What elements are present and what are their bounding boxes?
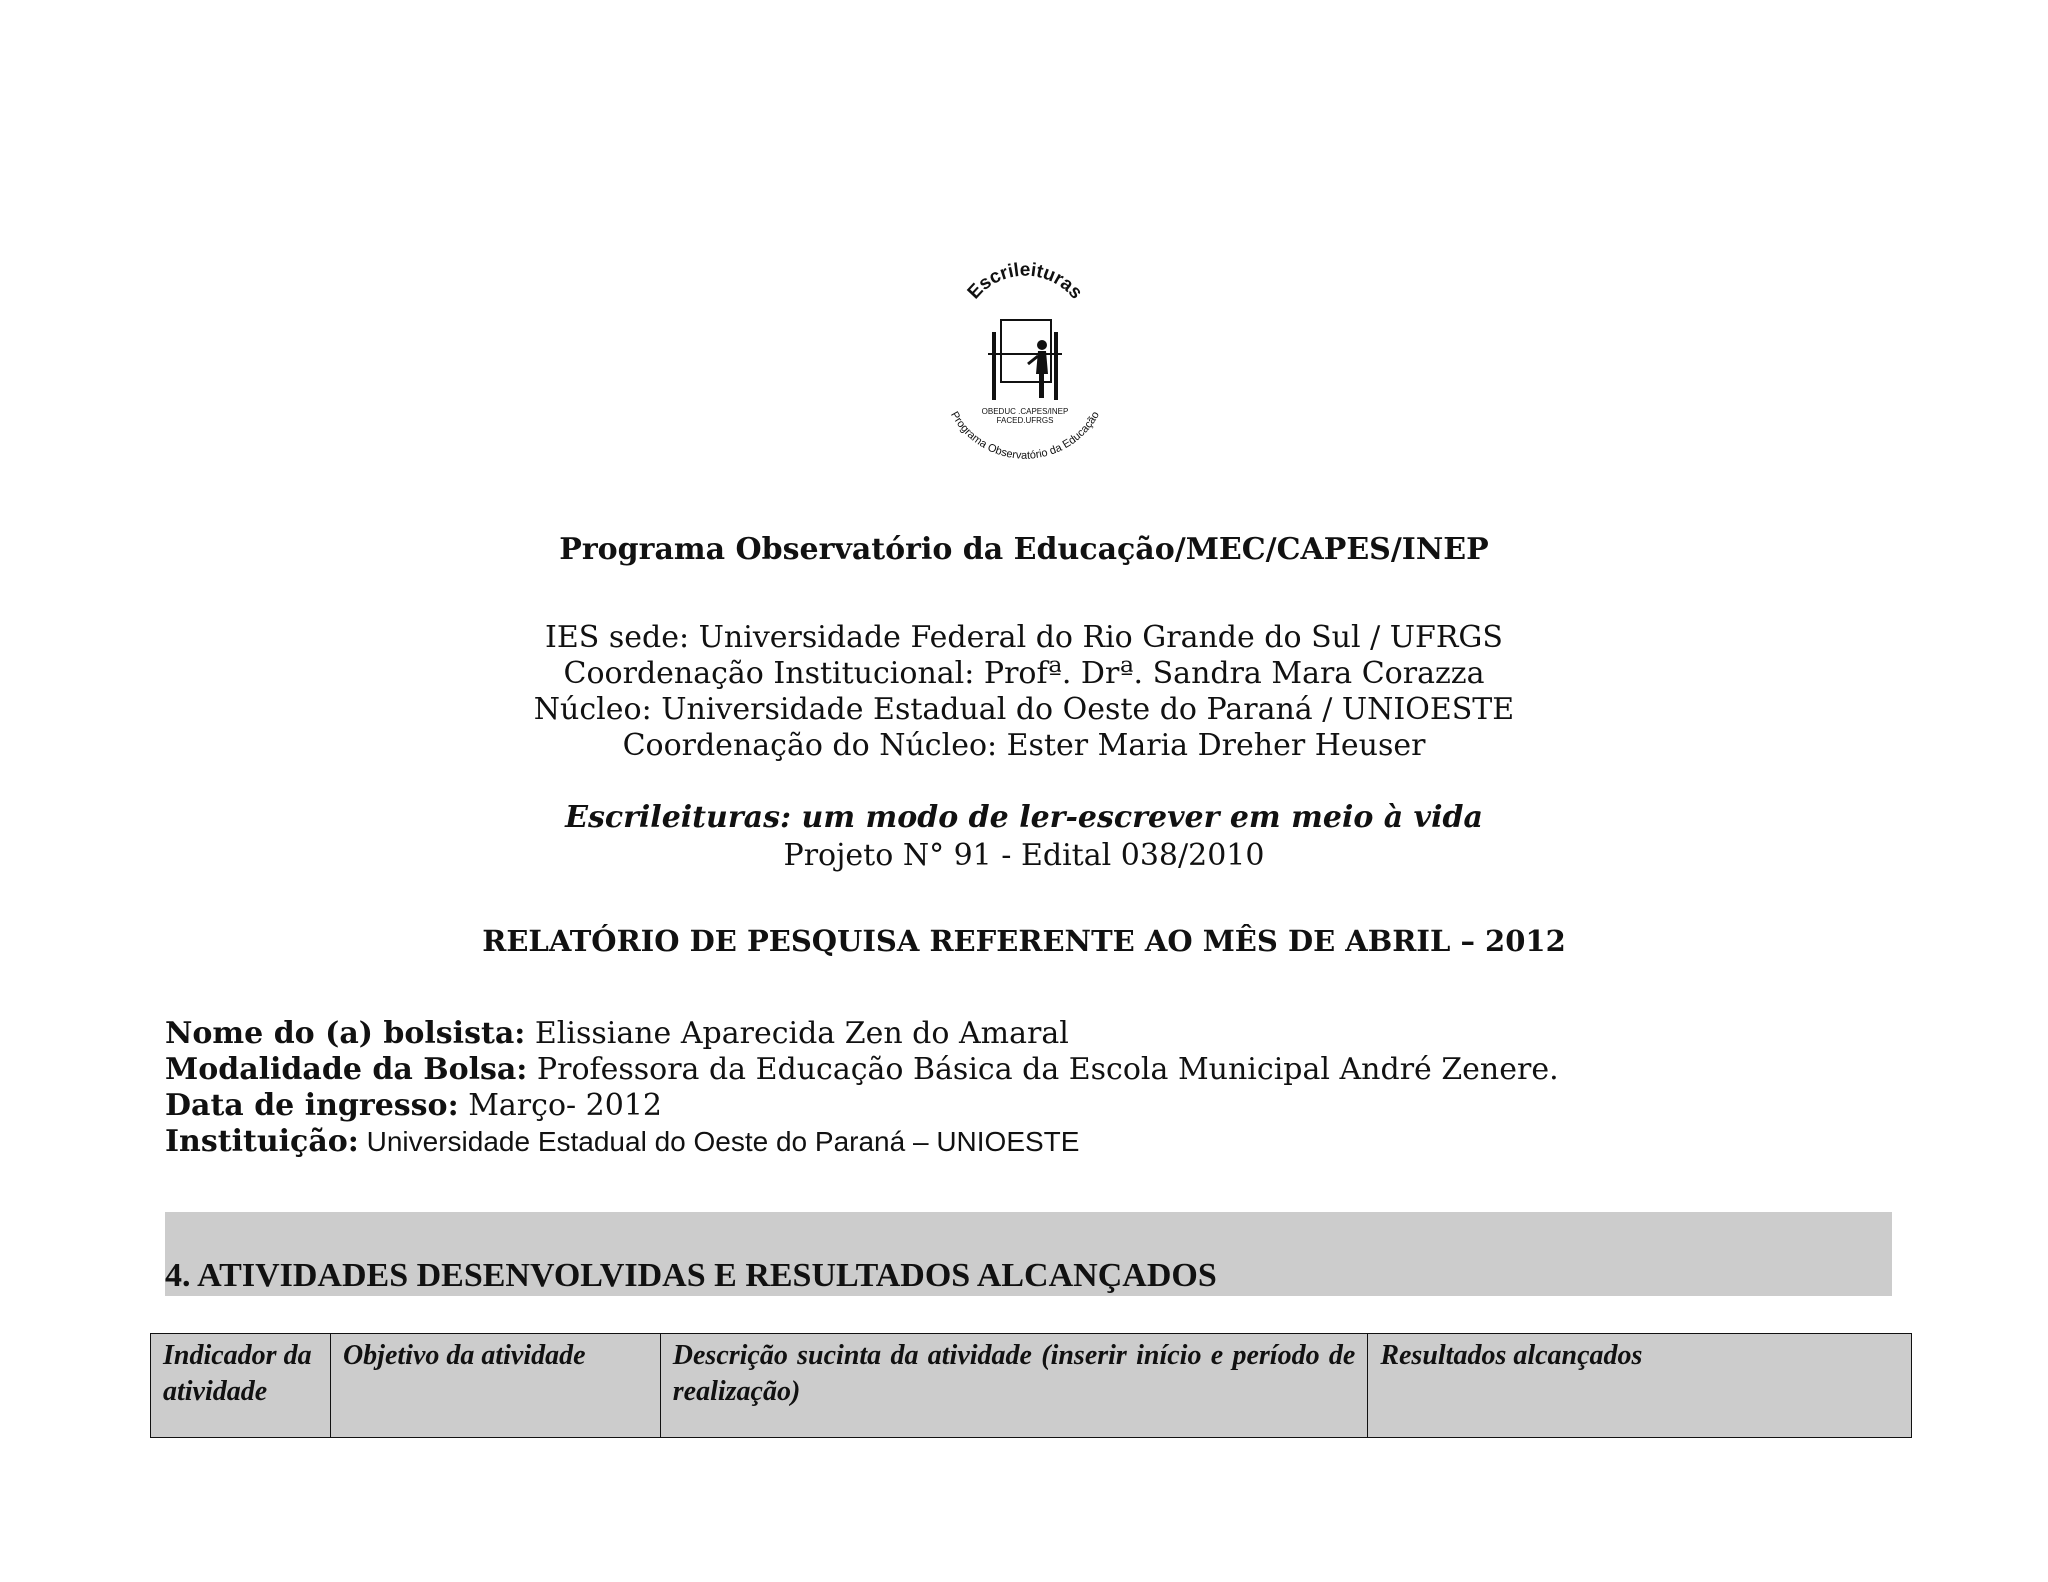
header-resultados: Resultados alcançados [1368,1334,1912,1438]
svg-text:Escrileituras [964,262,1087,303]
scholar-fields [165,1016,1559,1160]
header-objetivo: Objetivo da atividade [330,1334,660,1438]
institution-info [0,620,2048,764]
logo-inner-line1: OBEDUC .CAPES/INEP [981,407,1069,416]
data-ingresso-value: Março- 2012 [458,1088,663,1123]
instituicao-value: Universidade Estadual do Oeste do Paraná – UNIOESTE [358,1126,1080,1157]
escrileituras-logo [930,262,1120,482]
coordenacao-institucional-line: Coordenação Institucional: Profª. Drª. Sandra Mara Corazza [563,656,1485,691]
data-ingresso-label: Data de ingresso: [165,1088,459,1123]
nome-value: Elissiane Aparecida Zen do Amaral [525,1016,1069,1051]
program-title: Programa Observatório da Educação/MEC/CAPES/INEP [559,532,1489,567]
modalidade-label: Modalidade da Bolsa: [165,1052,528,1087]
instituicao-label: Instituição: [165,1124,359,1159]
field-modalidade [165,1052,1559,1088]
logo-inner-line2: FACED.UFRGS [996,416,1054,425]
section-header-bar [165,1212,1892,1296]
project-number: Projeto N° 91 - Edital 038/2010 [783,838,1265,873]
nome-label: Nome do (a) bolsista: [165,1016,526,1051]
logo-bottom-text: Programa Observatório da Educação [948,409,1102,462]
activities-table [150,1333,1912,1438]
project-title: Escrileituras: um modo de ler-escrever em meio à vida [565,800,1483,835]
ies-sede-line: IES sede: Universidade Federal do Rio Grande do Sul / UFRGS [545,620,1503,655]
nucleo-line: Núcleo: Universidade Estadual do Oeste do Paraná / UNIOESTE [533,692,1515,727]
logo-top-text: Escrileituras [963,262,1087,304]
section-title: 4. ATIVIDADES DESENVOLVIDAS E RESULTADOS ALCANÇADOS [165,1257,1217,1294]
field-nome [165,1016,1559,1052]
field-data-ingresso [165,1088,1559,1124]
coordenacao-nucleo-line: Coordenação do Núcleo: Ester Maria Dreher Heuser [622,728,1426,763]
report-title: RELATÓRIO DE PESQUISA REFERENTE AO MÊS DE ABRIL – 2012 [482,924,1566,958]
table-header-row [151,1334,1912,1438]
modalidade-value: Professora da Educação Básica da Escola Municipal André Zenere. [527,1052,1559,1087]
header-indicador: Indicador da atividade [151,1334,331,1438]
header-descricao: Descrição sucinta da atividade (inserir início e período de realização) [660,1334,1368,1438]
field-instituicao [165,1124,1559,1160]
